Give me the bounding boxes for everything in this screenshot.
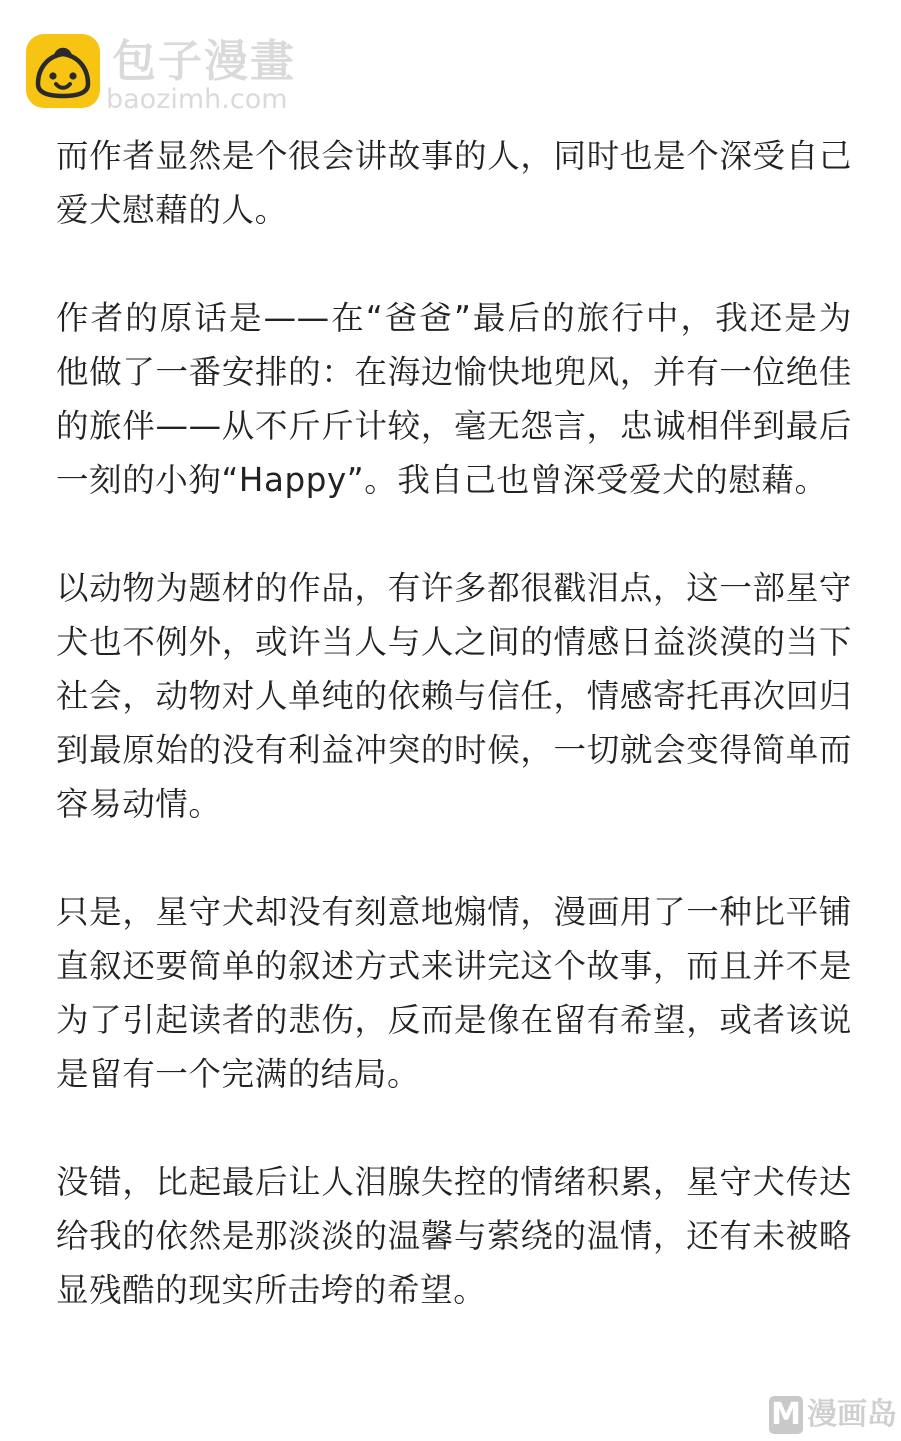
article-paragraph: 作者的原话是——在“爸爸”最后的旅行中，我还是为他做了一番安排的：在海边愉快地兜风，并有一位绝佳的旅伴——从不斤斤计较，毫无怨言，忠诚相伴到最后一刻的小狗“Happy”。我自己也曾深受爱犬的慰藉。 <box>56 299 852 499</box>
logo-domain: baozimh.com <box>106 84 288 115</box>
watermark-logo-icon: M <box>769 1396 803 1434</box>
article-paragraph: 没错，比起最后让人泪腺失控的情绪积累，星守犬传达给我的依然是那淡淡的温馨与萦绕的温情，还有未被略显残酷的现实所击垮的希望。 <box>56 1163 852 1309</box>
article-body <box>56 129 852 1371</box>
logo-title: 包子漫畫 <box>112 36 296 87</box>
site-logo <box>26 34 326 114</box>
bun-mascot-icon <box>26 34 100 108</box>
article-paragraph: 而作者显然是个很会讲故事的人，同时也是个深受自己爱犬慰藉的人。 <box>56 137 852 229</box>
article-paragraph: 只是，星守犬却没有刻意地煽情，漫画用了一种比平铺直叙还要简单的叙述方式来讲完这个故事，而且并不是为了引起读者的悲伤，反而是像在留有希望，或者该说是留有一个完满的结局。 <box>56 893 852 1093</box>
watermark <box>769 1395 897 1435</box>
article-paragraph: 以动物为题材的作品，有许多都很戳泪点，这一部星守犬也不例外，或许当人与人之间的情感日益淡漠的当下社会，动物对人单纯的依赖与信任，情感寄托再次回归到最原始的没有利益冲突的时候，一切就会变得简单而容易动情。 <box>56 569 852 823</box>
watermark-text: 漫画岛 <box>807 1397 897 1432</box>
